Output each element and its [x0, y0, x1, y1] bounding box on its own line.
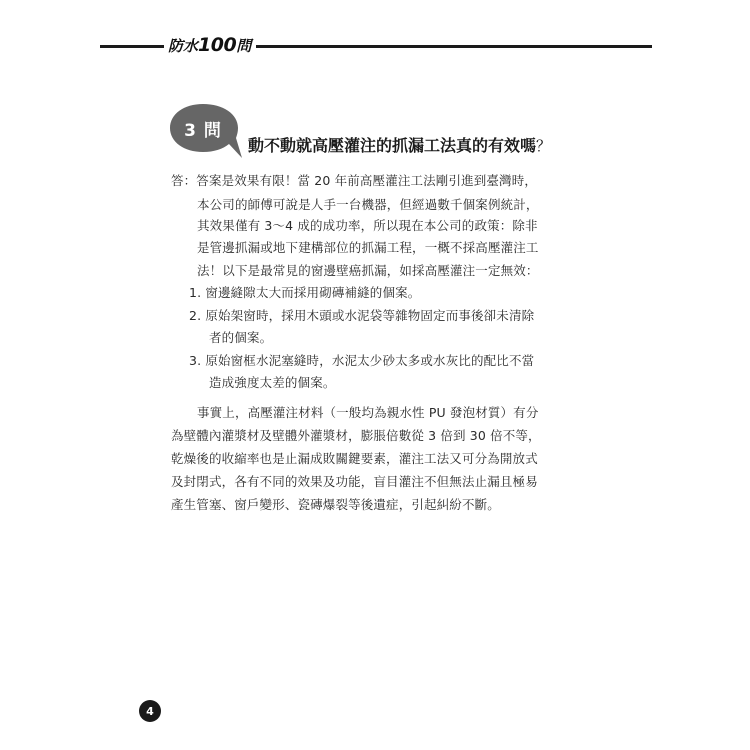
answer-line: 是管邊抓漏或地下建構部位的抓漏工程，一概不採高壓灌注工 [197, 240, 539, 255]
answer-line: 本公司的師傅可說是人手一台機器，但經過數千個案例統計， [197, 197, 539, 212]
header-rule-left [100, 45, 164, 48]
question-number-label: 3 問 [184, 120, 222, 141]
paragraph-line: 事實上，高壓灌注材料（一般均為親水性 PU 發泡材質）有分 [197, 405, 539, 420]
list-item-2: 2. 原始架窗時，採用木頭或水泥袋等雜物固定而事後卻未清除 [189, 308, 535, 323]
paragraph-line: 及封閉式，各有不同的效果及功能，盲目灌注不但無法止漏且極易 [171, 474, 538, 489]
answer-line: 法！以下是最常見的窗邊壁癌抓漏，如採高壓灌注一定無效： [197, 263, 539, 278]
paragraph-line: 乾燥後的收縮率也是止漏成敗關鍵要素，灌注工法又可分為開放式 [171, 451, 538, 466]
list-item-3: 3. 原始窗框水泥塞縫時，水泥太少砂太多或水灰比的配比不當 [189, 353, 535, 368]
header-title-prefix: 防水 [168, 37, 199, 55]
running-header [168, 34, 251, 56]
page-number: 4 [139, 700, 161, 722]
header-title-number: 100 [198, 34, 237, 56]
question-text: 動不動就高壓灌注的抓漏工法真的有效嗎 [248, 136, 537, 155]
paragraph-line: 產生管塞、窗戶變形、瓷磚爆裂等後遺症，引起糾紛不斷。 [171, 497, 500, 512]
header-title-suffix: 問 [236, 37, 252, 55]
question-mark: ？ [536, 137, 552, 155]
list-item-3-continued: 造成強度太差的個案。 [209, 375, 336, 390]
list-item-1: 1. 窗邊縫隙太大而採用砌磚補縫的個案。 [189, 285, 421, 300]
question-heading [248, 133, 551, 156]
answer-line: 其效果僅有 3～4 成的成功率，所以現在本公司的政策：除非 [197, 218, 538, 233]
list-item-2-continued: 者的個案。 [209, 330, 273, 345]
answer-line: 答：答案是效果有限！當 20 年前高壓灌注工法剛引進到臺灣時， [171, 173, 538, 188]
paragraph-line: 為壁體內灌漿材及壁體外灌漿材，膨脹倍數從 3 倍到 30 倍不等， [171, 428, 541, 443]
header-rule-right [256, 45, 652, 48]
